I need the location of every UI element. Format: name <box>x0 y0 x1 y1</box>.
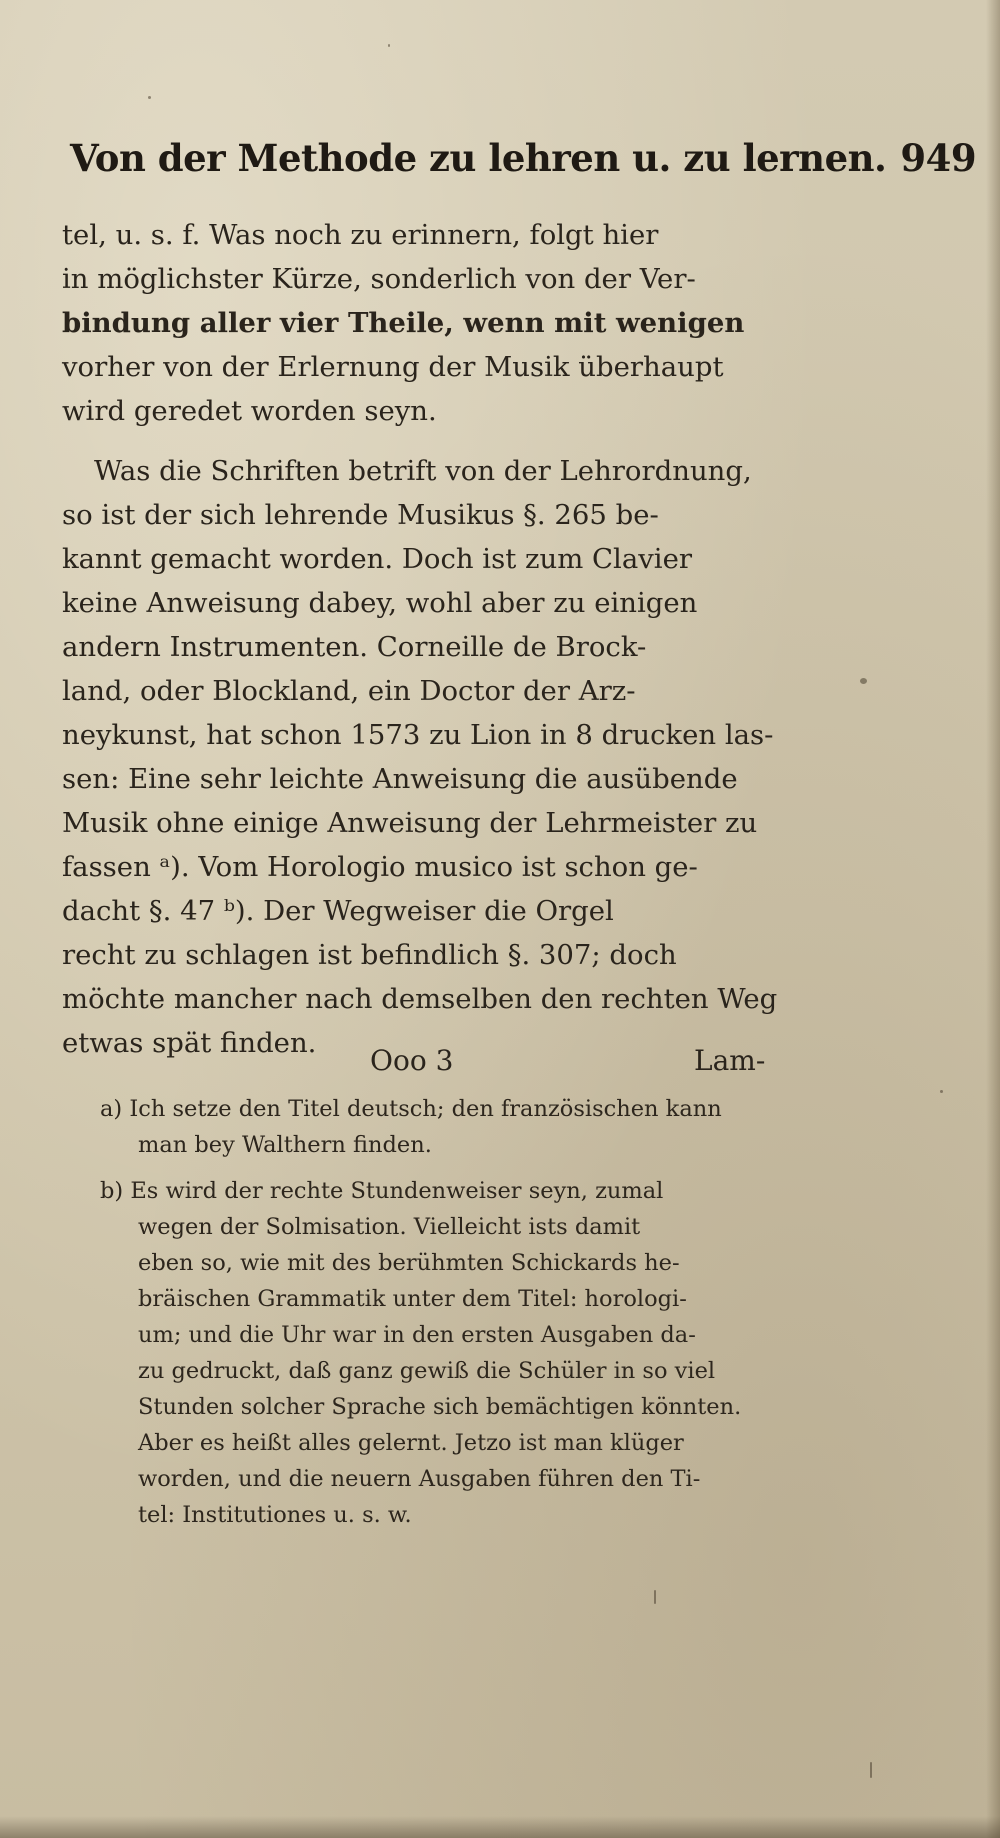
ink-speck <box>148 96 151 99</box>
footnote-line: bräischen Grammatik unter dem Titel: horologi- <box>138 1286 687 1312</box>
text-line: vorher von der Erlernung der Musik überhaupt <box>62 351 724 383</box>
text-line: bindung aller vier Theile, wenn mit wenigen <box>62 307 745 339</box>
text-line: recht zu schlagen ist befindlich §. 307; doch <box>62 939 677 971</box>
footnote-line: a) Ich setze den Titel deutsch; den französischen kann <box>100 1096 722 1122</box>
text-line: etwas spät finden. <box>62 1027 317 1059</box>
text-line: so ist der sich lehrende Musikus §. 265 be- <box>62 499 659 531</box>
footnote-line: eben so, wie mit des berühmten Schickards he- <box>138 1250 680 1276</box>
ink-speck <box>940 1090 943 1093</box>
footnote-line: Stunden solcher Sprache sich bemächtigen könnten. <box>138 1394 742 1420</box>
text-line: neykunst, hat schon 1573 zu Lion in 8 drucken las- <box>62 719 774 751</box>
text-line: in möglichster Kürze, sonderlich von der Ver- <box>62 263 696 295</box>
footnote-line: um; und die Uhr war in den ersten Ausgaben da- <box>138 1322 696 1348</box>
footnote-line: zu gedruckt, daß ganz gewiß die Schüler in so viel <box>138 1358 716 1384</box>
footnote-line: man bey Walthern finden. <box>138 1132 432 1158</box>
text-line: Was die Schriften betrift von der Lehrordnung, <box>94 455 752 487</box>
footnote-line: wegen der Solmisation. Vielleicht ists damit <box>138 1214 641 1240</box>
signature-mark: Ooo 3 <box>370 1044 454 1077</box>
text-line: Musik ohne einige Anweisung der Lehrmeister zu <box>62 807 758 839</box>
running-title: Von der Methode zu lehren u. zu lernen. <box>70 136 887 180</box>
ink-speck <box>654 1590 656 1604</box>
text-line: fassen ᵃ). Vom Horologio musico ist schon ge- <box>62 851 698 883</box>
text-line: sen: Eine sehr leichte Anweisung die ausübende <box>62 763 738 795</box>
footnote-line: tel: Institutiones u. s. w. <box>138 1502 412 1528</box>
page-bottom-shadow <box>0 1816 1000 1838</box>
page-number: 949 <box>900 136 977 180</box>
text-line: wird geredet worden seyn. <box>62 395 437 427</box>
footnote-line: b) Es wird der rechte Stundenweiser seyn, zumal <box>100 1178 664 1204</box>
running-head <box>70 136 977 180</box>
text-line: kannt gemacht worden. Doch ist zum Clavier <box>62 543 693 575</box>
text-line: keine Anweisung dabey, wohl aber zu einigen <box>62 587 698 619</box>
footnote-line: worden, und die neuern Ausgaben führen den Ti- <box>138 1466 701 1492</box>
text-line: möchte mancher nach demselben den rechten Weg <box>62 983 778 1015</box>
text-line: tel, u. s. f. Was noch zu erinnern, folgt hier <box>62 219 659 251</box>
footnote-line: Aber es heißt alles gelernt. Jetzo ist man klüger <box>138 1430 684 1456</box>
text-line: dacht §. 47 ᵇ). Der Wegweiser die Orgel <box>62 895 614 927</box>
ink-speck <box>388 44 390 47</box>
ink-speck <box>870 1762 872 1778</box>
ink-speck <box>860 678 867 684</box>
text-line: land, oder Blockland, ein Doctor der Arz- <box>62 675 636 707</box>
text-line: andern Instrumenten. Corneille de Brock- <box>62 631 647 663</box>
page-edge-shadow <box>986 0 1000 1838</box>
catchword: Lam- <box>694 1044 766 1077</box>
